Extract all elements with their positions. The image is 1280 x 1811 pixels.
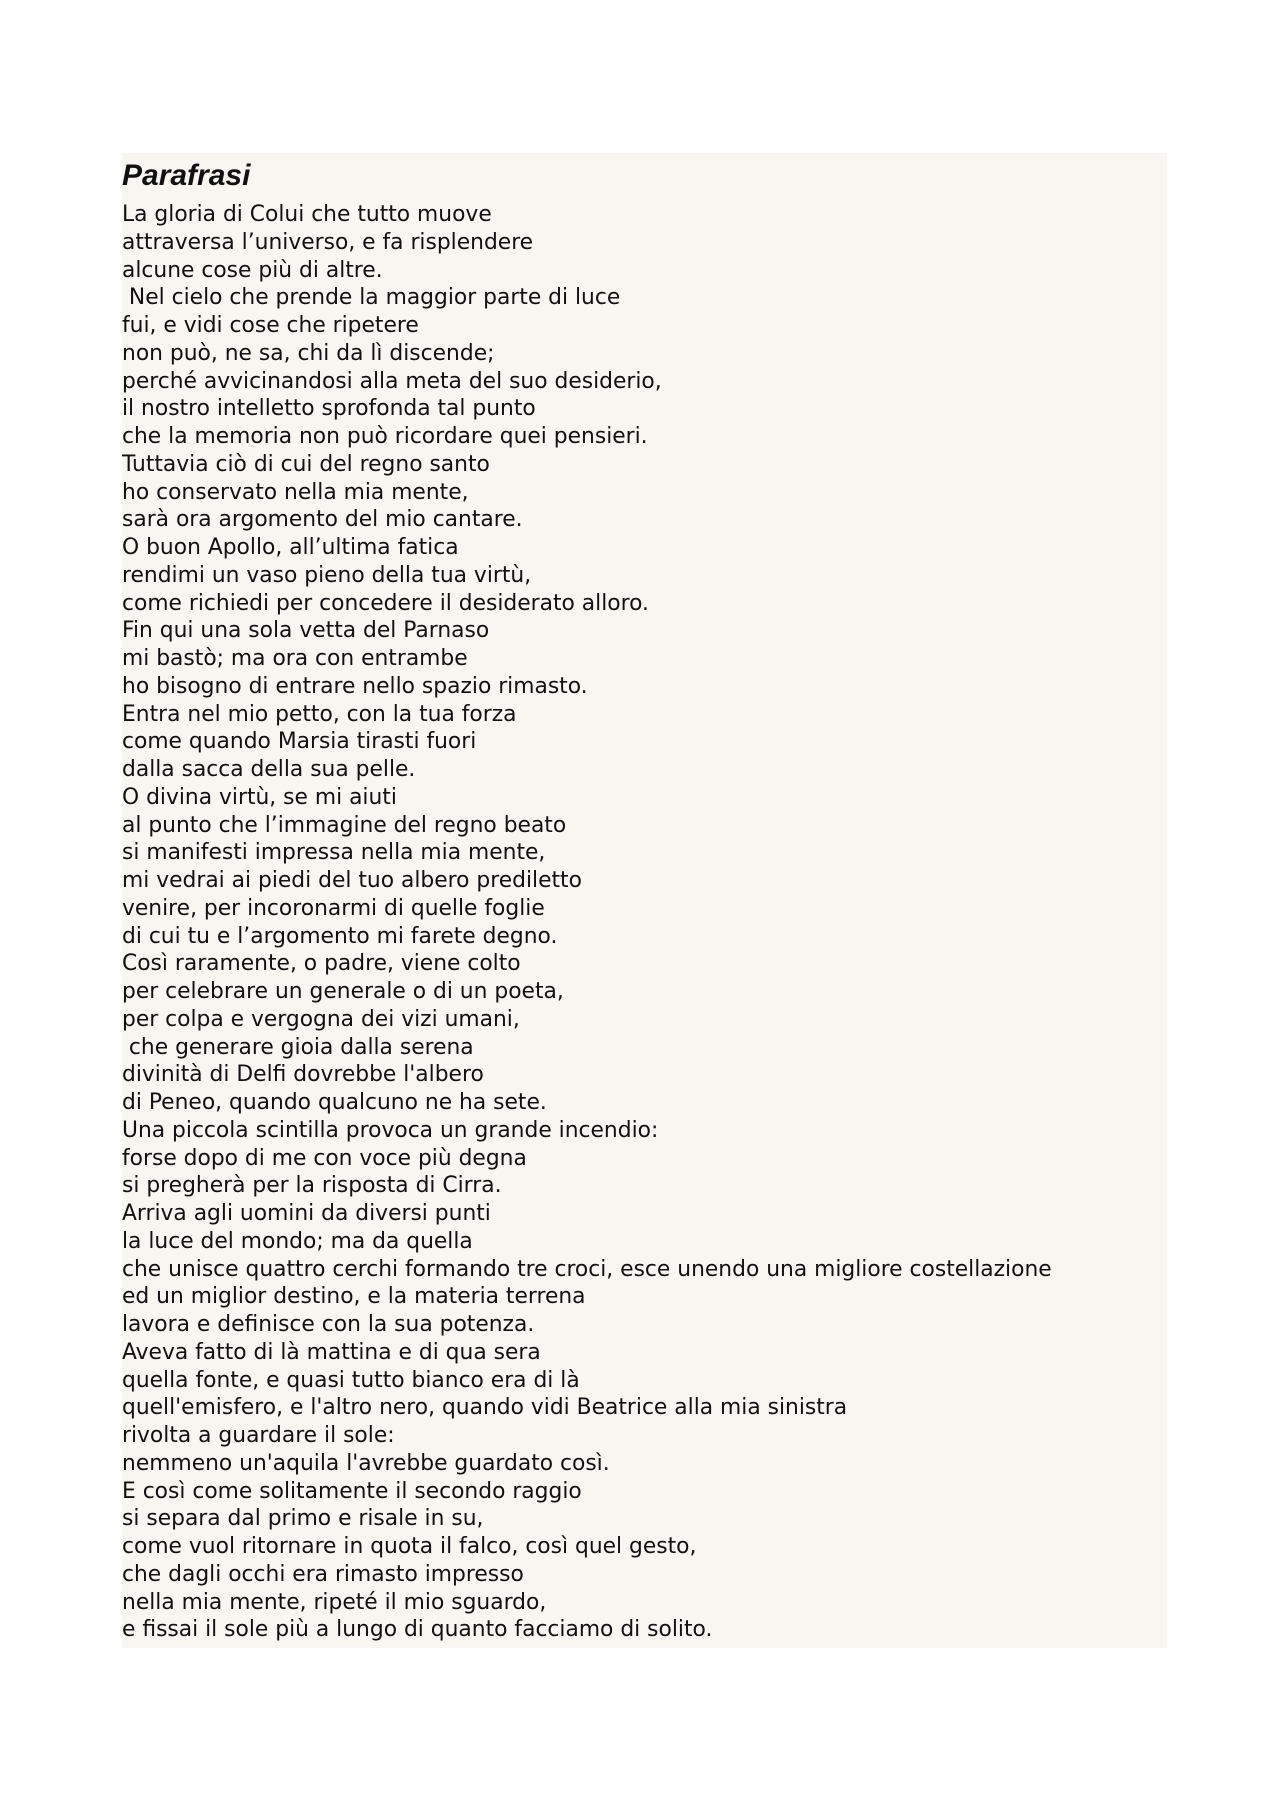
verse-line: attraversa l’universo, e fa risplendere [122, 229, 534, 255]
verse-line: lavora e definisce con la sua potenza. [122, 1312, 535, 1337]
verse-line: al punto che l’immagine del regno beato [122, 812, 567, 838]
verse-line: ed un miglior destino, e la materia terrena [122, 1284, 586, 1310]
verse-line: Aveva fatto di là mattina e di qua sera [122, 1339, 541, 1365]
verse-line: quella fonte, e quasi tutto bianco era di là [122, 1367, 580, 1393]
paraphrase-block [122, 153, 1167, 1648]
verse-line: la luce del mondo; ma da quella [122, 1228, 473, 1254]
verse-line: perché avvicinandosi alla meta del suo desiderio, [122, 368, 662, 394]
verse-line: Così raramente, o padre, viene colto [122, 951, 521, 977]
verse-line: Nel cielo che prende la maggior parte di luce [122, 285, 621, 311]
verse-line: quell'emisfero, e l'altro nero, quando vidi Beatrice alla mia sinistra [122, 1395, 848, 1421]
verse-line: sarà ora argomento del mio cantare. [122, 507, 523, 533]
verse-line: di cui tu e l’argomento mi farete degno. [122, 923, 558, 949]
verse-line: non può, ne sa, chi da lì discende; [122, 340, 495, 366]
verse-line: che la memoria non può ricordare quei pensieri. [122, 424, 648, 449]
verse-line: nemmeno un'aquila l'avrebbe guardato così. [122, 1450, 610, 1476]
verse-line: Arriva agli uomini da diversi punti [122, 1201, 491, 1226]
verse-line: forse dopo di me con voce più degna [122, 1145, 527, 1171]
verse-line: venire, per incoronarmi di quelle foglie [122, 895, 545, 921]
verse-line: Entra nel mio petto, con la tua forza [122, 701, 517, 727]
verse-line: per celebrare un generale o di un poeta, [122, 979, 564, 1004]
verse-line: fui, e vidi cose che ripetere [122, 313, 419, 338]
verse-list [122, 201, 1052, 1644]
verse-line: O divina virtù, se mi aiuti [122, 784, 397, 810]
verse-line: che dagli occhi era rimasto impresso [122, 1561, 524, 1587]
verse-line: La gloria di Colui che tutto muove [122, 202, 492, 227]
verse-line: nella mia mente, ripeté il mio sguardo, [122, 1589, 547, 1615]
verse-line: rivolta a guardare il sole: [122, 1423, 395, 1448]
verse-line: come richiedi per concedere il desiderato alloro. [122, 590, 649, 616]
verse-line: mi bastò; ma ora con entrambe [122, 646, 468, 671]
section-heading: Parafrasi [122, 159, 251, 192]
verse-line: e fissai il sole più a lungo di quanto facciamo di solito. [122, 1617, 713, 1643]
verse-line: per colpa e vergogna dei vizi umani, [122, 1006, 520, 1032]
verse-line: si separa dal primo e risale in su, [122, 1506, 484, 1532]
verse-line: che generare gioia dalla serena [122, 1034, 474, 1060]
verse-line: divinità di Delfi dovrebbe l'albero [122, 1062, 484, 1088]
verse-line: Una piccola scintilla provoca un grande incendio: [122, 1117, 659, 1143]
verse-line: mi vedrai ai piedi del tuo albero prediletto [122, 868, 582, 893]
verse-line: si pregherà per la risposta di Cirra. [122, 1173, 502, 1199]
verse-line: come quando Marsia tirasti fuori [122, 729, 477, 755]
verse-line: alcune cose più di altre. [122, 257, 383, 283]
verse-line: il nostro intelletto sprofonda tal punto [122, 396, 536, 422]
verse-line: Tuttavia ciò di cui del regno santo [122, 451, 490, 477]
verse-line: ho bisogno di entrare nello spazio rimasto. [122, 673, 588, 699]
verse-line: come vuol ritornare in quota il falco, così quel gesto, [122, 1534, 697, 1559]
verse-line: dalla sacca della sua pelle. [122, 757, 416, 782]
verse-line: O buon Apollo, all’ultima fatica [122, 535, 459, 560]
verse-line: che unisce quattro cerchi formando tre croci, esce unendo una migliore costellazione [122, 1256, 1052, 1282]
verse-line: E così come solitamente il secondo raggio [122, 1478, 582, 1504]
verse-line: Fin qui una sola vetta del Parnaso [122, 618, 490, 644]
verse-line: si manifesti impressa nella mia mente, [122, 840, 546, 866]
verse-line: rendimi un vaso pieno della tua virtù, [122, 562, 532, 588]
verse-line: di Peneo, quando qualcuno ne ha sete. [122, 1090, 547, 1115]
verse-line: ho conservato nella mia mente, [122, 479, 469, 505]
